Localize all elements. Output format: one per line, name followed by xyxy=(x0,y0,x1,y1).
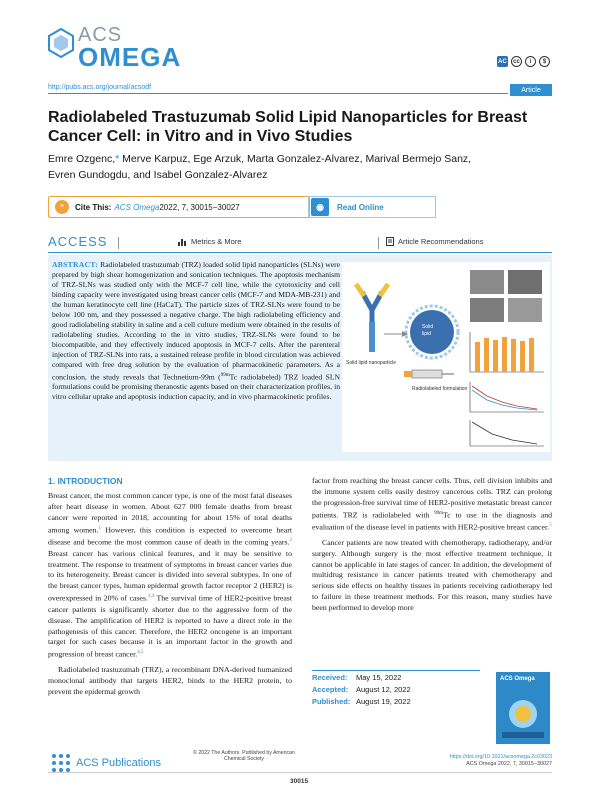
cover-title: ACS Omega xyxy=(500,676,535,682)
intro-p1-b: However, this condition is expected to overcome heart disease and become the most common cause of death in the coming years. xyxy=(48,525,292,547)
ref-link[interactable]: 3,4 xyxy=(147,594,155,600)
acs-hexagon-icon xyxy=(48,28,74,58)
metrics-link[interactable] xyxy=(178,237,241,246)
introduction-heading: 1. INTRODUCTION xyxy=(48,476,123,486)
antibody-icon xyxy=(356,284,388,352)
toc-label-rad: Radiolabeled formulation xyxy=(412,386,468,392)
cite-label: Cite This: xyxy=(75,202,112,212)
received-label: Received: xyxy=(312,673,348,682)
published-row xyxy=(312,696,480,708)
accepted-row xyxy=(312,684,480,696)
article-type-badge: Article xyxy=(510,84,552,96)
syringe-icon xyxy=(404,370,454,378)
toc-line-chart-2 xyxy=(470,420,544,446)
abstract-text xyxy=(52,260,340,402)
journal-cover-thumbnail[interactable] xyxy=(496,672,550,744)
recommendations-label: Article Recommendations xyxy=(398,237,484,246)
svg-text:lipid: lipid xyxy=(422,331,431,337)
open-access-icon[interactable]: AC xyxy=(497,56,508,67)
toc-line-chart xyxy=(470,382,544,412)
received-row xyxy=(312,672,480,684)
intro-r1-b: Tc to use in the diagnosis and evaluation of the disease level in patients with HER2-positive breast cancer. xyxy=(312,510,553,532)
accepted-label: Accepted: xyxy=(312,685,349,694)
received-date: May 15, 2022 xyxy=(356,673,402,682)
doi-link[interactable]: https://doi.org/10.1021/acsomega.2c03023 xyxy=(449,754,552,760)
authors-line2[interactable]: Evren Gundogdu, and Isabel Gonzalez-Alvarez xyxy=(48,169,268,181)
access-label: ACCESS xyxy=(48,234,108,249)
globe-icon: ◉ xyxy=(311,198,329,216)
page-number: 30015 xyxy=(290,778,309,785)
authors-line1[interactable]: Merve Karpuz, Ege Arzuk, Marta Gonzalez-Alvarez, Marival Bermejo Sanz, xyxy=(119,153,472,165)
intro-p1-a: Breast cancer, the most common cancer type, is one of the most fatal diseases after heart disease in women. About 627 000 female deaths from breast cancer were reported in 2018, accounting for about 15% of total deaths among women. xyxy=(48,490,292,535)
acs-publications-icon xyxy=(50,752,72,774)
toc-bar-chart xyxy=(470,332,544,372)
logo-acs-text: ACS xyxy=(78,24,123,46)
noncommercial-icon[interactable]: $ xyxy=(539,56,550,67)
logo-omega-text: OMEGA xyxy=(78,42,182,72)
accepted-date: August 12, 2022 xyxy=(356,685,411,694)
graphical-abstract xyxy=(342,262,550,452)
access-separator xyxy=(118,237,119,249)
intro-p1-c: Breast cancer has various clinical features, and it may be sensitive to treatment. The response to treatment of symptoms in breast cancer varies due to its heterogeneity. Breast cancer is divided into several subtypes. In one of the breast cancer types, human epidermal growth factor receptor 2 (HER2) is overexpressed in 20% of cases. xyxy=(48,548,292,603)
cite-this-box[interactable] xyxy=(48,196,310,218)
attribution-icon[interactable]: i xyxy=(525,56,536,67)
footer-divider xyxy=(48,772,552,773)
intro-paragraph-3: Cancer patients are now treated with chemotherapy, radiotherapy, and/or surgery. Although surgery is the most effective treatment technique, it cannot be applicable in late stages of cancer. In addition, the development of multidrug resistance in cancer patients treated with chemotherapy and serious side effects on healthy tissues in patients receiving radiotherapy led to failure in these treatment methods. For this reason, many studies have been performed to develop more xyxy=(312,537,552,613)
author-list xyxy=(48,151,548,183)
intro-paragraph-2: Radiolabeled trastuzumab (TRZ), a recombinant DNA-derived humanized monoclonal antibody that targets HER2, binds to the HER2 protein, to prevent the epidermal growth xyxy=(48,664,292,696)
toc-label-sln: Solid lipid nanoparticle xyxy=(346,360,397,366)
abstract-label: ABSTRACT: xyxy=(52,260,99,269)
acs-publications-logo[interactable] xyxy=(50,752,161,774)
document-icon xyxy=(386,237,394,246)
license-icons xyxy=(497,56,550,67)
intro-p1-d: The survival time of HER2-positive breast cancer patients is significantly shorter due to the aggressive form of the disease. The amplification of HER2 is reported to have a direct role in the pathogenesis of this cancer. Therefore, the HER2 oncogene is an important target for such cases because it is an important factor in the growth and progression of breast cancer. xyxy=(48,593,292,659)
author-first[interactable]: Emre Ozgenc, xyxy=(48,153,116,165)
published-date: August 19, 2022 xyxy=(356,697,411,706)
read-online-label: Read Online xyxy=(337,202,384,212)
copyright-notice: © 2022 The Authors. Published by American Chemical Society xyxy=(193,750,295,763)
abstract-body-a: Radiolabeled trastuzumab (TRZ) loaded solid lipid nanoparticles (SLNs) were prepared by high shear homogenization and sonication techniques. The apoptosis mechanism of TRZ-SLNs was studied only with the MCF-7 cell line, while the cytotoxicity and cell binding capacity were investigated using breast cancer cells (MCF-7 and MDA-MB-231) and the human keratinocyte cell line (HaCaT). The particle sizes of TRZ-SLNs were found to be below 100 nm, and they possessed a negative charge. The high radiolabeling efficiency and good radiolabeling stability in saline and a cell culture medium were obtained in the results of radiolabeling studies. According to the in vitro studies, TRZ-SLNs were found to be biocompatible, and they effectively induced apoptosis in MCF-7 cells. After the parenteral injection of TRZ-SLNs into rats, a sustained release profile in blood circulation was achieved compared with free drug solution by the evaluation of pharmacokinetic parameters. As a conclusion, the study reveals that Technetium-99m ( xyxy=(52,260,340,382)
quote-icon: ❝ xyxy=(55,200,69,214)
intro-r1-a: factor from reaching the breast cancer cells. Thus, cell division inhibits and the immune system cells easily destroy cancerous cells. TRZ can prolong the progression-free survival time of HER2-positive metastatic breast cancer patients. TRZ is radiolabeled with xyxy=(312,476,552,520)
journal-logo[interactable] xyxy=(48,20,208,70)
ref-link[interactable]: 5 xyxy=(549,523,552,529)
footer-citation xyxy=(420,754,552,768)
isotope-superscript: 99m xyxy=(220,372,230,378)
body-left-column xyxy=(48,476,292,698)
ref-link[interactable]: 2 xyxy=(289,538,292,544)
recommendations-link[interactable] xyxy=(386,237,483,246)
ref-link[interactable]: 4,5 xyxy=(137,650,144,656)
published-label: Published: xyxy=(312,697,351,706)
isotope-superscript: 99m xyxy=(434,510,444,516)
read-online-button[interactable] xyxy=(308,196,436,218)
svg-text:Solid: Solid xyxy=(422,324,434,330)
publisher-name: ACS Publications xyxy=(76,757,161,769)
corresponding-author-mark[interactable]: * xyxy=(115,153,120,165)
dates-divider xyxy=(312,670,480,671)
article-title: Radiolabeled Trastuzumab Solid Lipid Nanoparticles for Breast Cancer Cell: in Vitro and in Vivo Studies xyxy=(48,109,528,145)
metrics-label: Metrics & More xyxy=(191,237,242,246)
cite-reference: 2022, 7, 30015−30027 xyxy=(159,202,240,212)
body-right-column xyxy=(312,476,552,614)
journal-url-link[interactable]: http://pubs.acs.org/journal/acsodf xyxy=(48,84,152,91)
cite-journal[interactable]: ACS Omega xyxy=(114,202,160,212)
creative-commons-icon[interactable]: cc xyxy=(511,56,522,67)
nanoparticle-core-icon xyxy=(410,310,454,354)
intro-paragraph-2-cont xyxy=(312,476,552,534)
access-divider xyxy=(48,252,552,253)
cover-art xyxy=(496,672,550,744)
bar-chart-icon xyxy=(178,238,187,246)
ref-link[interactable]: 1 xyxy=(98,525,101,531)
citation-line: ACS Omega 2022, 7, 30015−30027 xyxy=(466,761,552,767)
recs-separator xyxy=(378,237,379,249)
intro-paragraph-1 xyxy=(48,491,292,661)
abstract-body-b: Tc radiolabeled) TRZ loaded SLN formulations could be promising theranostic agents based on their characterization profiles, in vitro cellular uptake and apoptosis induction capacity, and in vivo pharmacokinetic profiles. xyxy=(52,372,341,402)
header-divider xyxy=(48,93,508,94)
toc-graphic xyxy=(342,262,550,452)
publication-dates xyxy=(312,672,480,708)
